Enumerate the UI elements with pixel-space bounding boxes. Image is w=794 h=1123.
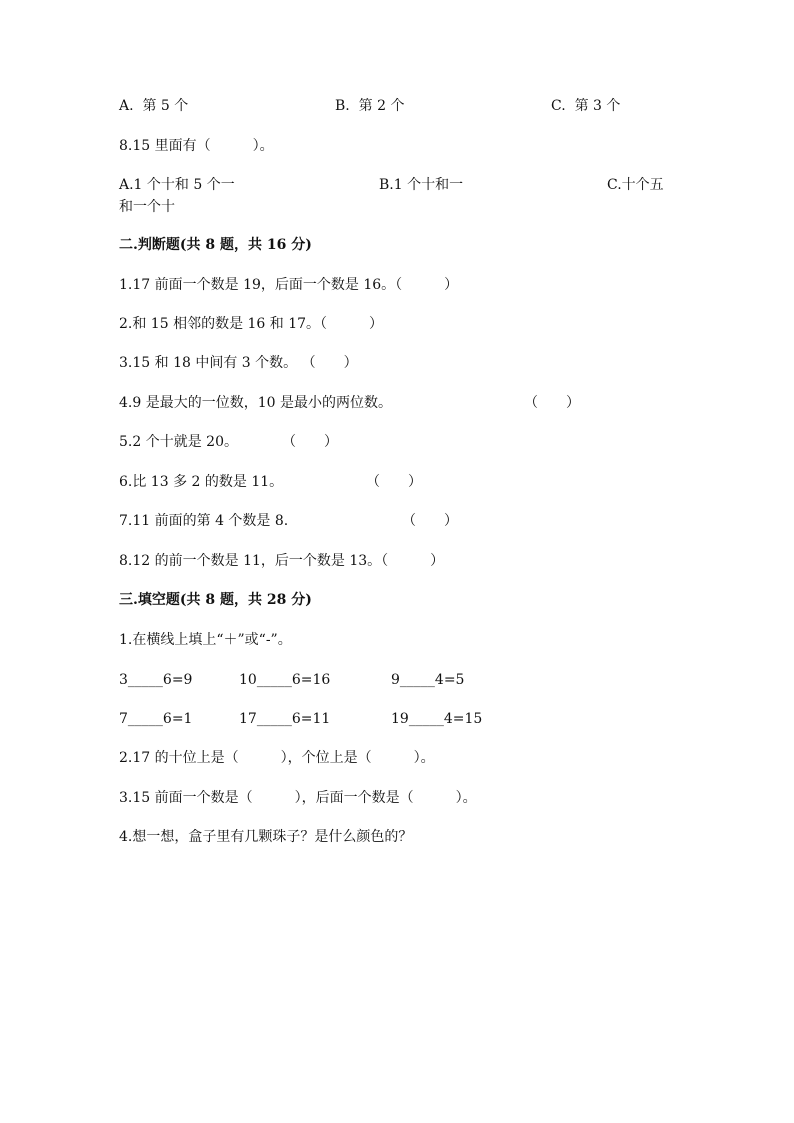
equation-2-3: 19_____4=15	[391, 711, 483, 727]
judge-item-6: 6.比 13 多 2 的数是 11。	[119, 474, 284, 490]
equation-1-2: 10_____6=16	[239, 672, 331, 688]
fill-item-4: 4.想一想，盒子里有几颗珠子？是什么颜色的？	[119, 829, 413, 845]
q7-option-a: A. 第 5 个	[119, 98, 189, 114]
q8-option-c: C.十个五	[607, 177, 664, 193]
judge-item-5-bracket: （ ）	[282, 434, 338, 450]
judge-item-8: 8.12 的前一个数是 11，后一个数是 13。（ ）	[119, 553, 445, 569]
fill-item-1: 1.在横线上填上“＋”或“-”。	[119, 632, 292, 648]
q8-option-a: A.1 个十和 5 个一	[119, 177, 235, 193]
fill-item-2: 2.17 的十位上是（ ），个位上是（ ）。	[119, 750, 435, 766]
judge-item-6-bracket: （ ）	[366, 474, 422, 490]
equation-1-1: 3_____6=9	[119, 672, 193, 688]
q8-option-c-continued: 和一个十	[119, 199, 175, 215]
judge-item-7-bracket: （ ）	[402, 513, 458, 529]
q8-stem: 8.15 里面有（ ）。	[119, 138, 274, 154]
judge-item-4: 4.9 是最大的一位数，10 是最小的两位数。	[119, 395, 392, 411]
q7-option-c: C. 第 3 个	[551, 98, 621, 114]
fill-item-3: 3.15 前面一个数是（ ），后面一个数是（ ）。	[119, 790, 477, 806]
judge-item-3: 3.15 和 18 中间有 3 个数。 （ ）	[119, 355, 358, 371]
q7-option-b: B. 第 2 个	[335, 98, 405, 114]
equation-2-1: 7_____6=1	[119, 711, 193, 727]
q8-option-b: B.1 个十和一	[379, 177, 464, 193]
equation-1-3: 9_____4=5	[391, 672, 465, 688]
judge-item-5: 5.2 个十就是 20。	[119, 434, 238, 450]
judge-item-2: 2.和 15 相邻的数是 16 和 17。（ ）	[119, 316, 384, 332]
judge-item-4-bracket: （ ）	[524, 395, 580, 411]
section2-title: 二.判断题(共 8 题，共 16 分)	[119, 237, 312, 253]
judge-item-7: 7.11 前面的第 4 个数是 8.	[119, 513, 289, 529]
section3-title: 三.填空题(共 8 题，共 28 分)	[119, 592, 312, 608]
equation-2-2: 17_____6=11	[239, 711, 331, 727]
judge-item-1: 1.17 前面一个数是 19，后面一个数是 16。（ ）	[119, 277, 459, 293]
